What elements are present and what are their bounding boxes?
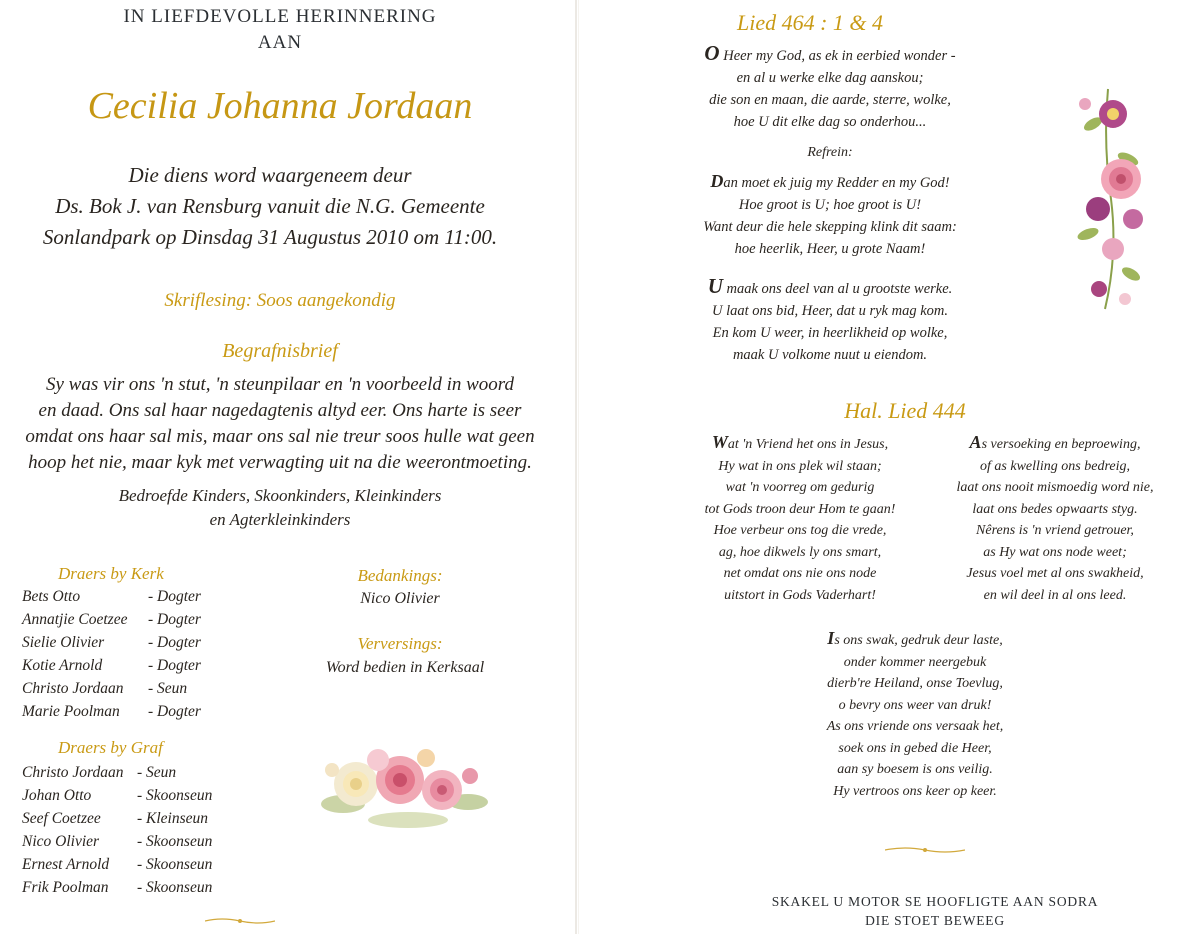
verse-line: Hoe groot is U; hoe groot is U! [738,197,922,213]
verse-line: Want deur die hele skepping klink dit saam: [703,219,957,235]
list-item: Frik Poolman - Skoonseun [22,879,213,896]
list-item: Kotie Arnold - Dogter [22,657,201,674]
notice-line: DIE STOET BEWEEG [865,913,1005,928]
verse-line: O Heer my God, as ek in eerbied wonder - [704,41,956,65]
refrain-label: Refrein: [807,145,853,160]
notice-line: SKAKEL U MOTOR SE HOOFLIGTE AAN SODRA [771,894,1099,909]
verse-line: onder kommer neergebuk [843,654,987,670]
verse-line: As ons vriende ons versaak het, [826,719,1004,734]
page-fold [575,0,577,934]
bearers-grave-heading: Draers by Graf [58,738,163,757]
left-page [0,0,570,934]
bearers-church-list [22,585,201,723]
verse-line: As versoeking en beproewing, [969,432,1141,452]
verse-line: En kom U weer, in heerlikheid op wolke, [712,325,948,341]
letter-line: Sy was vir ons 'n stut, 'n steunpilaar en 'n voorbeeld in woord [46,374,514,395]
rose-bouquet-icon [318,742,493,832]
divider-ornament-icon [205,916,275,926]
verse-line: ag, hoe dikwels ly ons smart, [718,544,882,560]
flower-spray-icon [1063,84,1153,314]
list-item: Seef Coetzee - Kleinseun [22,810,209,827]
verse-line: aan sy boesem is ons veilig. [837,762,993,777]
service-line: Ds. Bok J. van Rensburg vanuit die N.G. Gemeente [55,194,485,218]
verse-line: U laat ons bid, Heer, dat u ryk mag kom. [711,303,948,319]
family-line: en Agterkleinkinders [209,510,351,529]
right-page [585,0,1200,934]
verse-line: of as kwelling ons bedreig, [980,458,1130,474]
verse-line: Hy wat in ons plek wil staan; [718,458,882,474]
scripture-reading: Skriflesing: Soos aangekondig [164,290,396,311]
page-fold-shadow [578,0,579,934]
list-item: Annatjie Coetzee - Dogter [22,611,201,628]
verse-line: hoe U dit elke dag so onderhou... [733,114,927,130]
headlights-notice [715,892,1155,930]
letter-line: omdat ons haar sal mis, maar ons sal nie treur soos hulle wat geen [25,426,535,447]
family-line: Bedroefde Kinders, Skoonkinders, Kleinkinders [118,486,442,505]
verse-line: Is ons swak, gedruk deur laste, [827,628,1003,648]
header-line-1: IN LIEFDEVOLLE HERINNERING [123,6,437,27]
hymn-2-verse-3 [790,628,1040,802]
list-item: Sielie Olivier - Dogter [22,634,201,651]
refreshments-heading: Verversings: [357,634,443,653]
verse-line: en wil deel in al ons leed. [983,587,1127,603]
verse-line: Wat 'n Vriend het ons in Jesus, [711,432,889,452]
verse-line: laat ons bedes opwaarts styg. [972,501,1138,517]
verse-line: net omdat ons nie ons node [723,566,877,581]
hymn-1-verse-1 [665,42,995,133]
verse-line: en al u werke elke dag aanskou; [736,70,924,86]
verse-line: Hoe verbeur ons tog die vrede, [713,523,887,538]
verse-line: as Hy wat ons node weet; [983,544,1127,560]
verse-line: uitstort in Gods Vaderhart! [724,587,876,603]
verse-line: U maak ons deel van al u grootste werke. [707,274,953,298]
bearers-church-heading: Draers by Kerk [58,564,164,583]
family-signature [0,484,560,532]
list-item: Johan Otto - Skoonseun [22,787,213,804]
verse-line: Hy vertroos ons keer op keer. [833,783,997,799]
memorial-header [0,6,560,54]
verse-line: dierb're Heiland, onse Toevlug, [827,676,1003,691]
list-item: Marie Poolman - Dogter [22,703,201,720]
refreshments-text: Word bedien in Kerksaal [325,659,485,676]
hymn-2-title: Hal. Lied 444 [844,398,966,423]
list-item: Christo Jordaan - Seun [22,764,177,781]
verse-line: Jesus voel met al ons swakheid, [966,566,1144,581]
verse-line: tot Gods troon deur Hom te gaan! [704,501,896,517]
letter-line: hoop het nie, maar kyk met verwagting uit na die weerontmoeting. [28,452,532,473]
verse-line: laat ons nooit mismoedig word nie, [956,480,1154,495]
service-line: Sonlandpark op Dinsdag 31 Augustus 2010 om 11:00. [42,225,498,249]
list-item: Nico Olivier - Skoonseun [22,833,213,850]
verse-line: hoe heerlik, Heer, u grote Naam! [734,241,926,257]
thanks-heading: Bedankings: [357,566,443,585]
hymn-1-title: Lied 464 : 1 & 4 [736,10,884,35]
letter-heading: Begrafnisbrief [222,340,338,362]
funeral-letter [0,372,560,476]
verse-line: o bevry ons weer van druk! [838,697,992,713]
verse-line: die son en maan, die aarde, sterre, wolke, [709,92,951,108]
verse-line: wat 'n voorreg om gedurig [725,480,875,495]
service-details [0,160,540,253]
verse-line: Nêrens is 'n vriend getrouer, [976,523,1134,538]
verse-line: Dan moet ek juig my Redder en my God! [710,171,950,191]
list-item: Christo Jordaan - Seun [22,680,188,697]
list-item: Bets Otto - Dogter [22,588,201,605]
deceased-name: Cecilia Johanna Jordaan [87,85,473,127]
letter-line: en daad. Ons sal haar nagedagtenis altyd eer. Ons harte is seer [38,400,522,421]
hymn-1-verse-4 [665,275,995,366]
bearers-grave-list [22,761,212,899]
header-line-2: AAN [257,32,303,53]
service-line: Die diens word waargeneem deur [128,163,412,187]
thanks-name: Nico Olivier [360,590,440,607]
verse-line: maak U volkome nuut u eiendom. [732,347,928,363]
hymn-2-verse-2 [930,432,1180,606]
refrain [665,170,995,260]
verse-line: soek ons in gebed die Heer, [838,740,992,756]
divider-ornament-icon [885,845,965,855]
list-item: Ernest Arnold - Skoonseun [22,856,213,873]
hymn-2-verse-1 [675,432,925,606]
